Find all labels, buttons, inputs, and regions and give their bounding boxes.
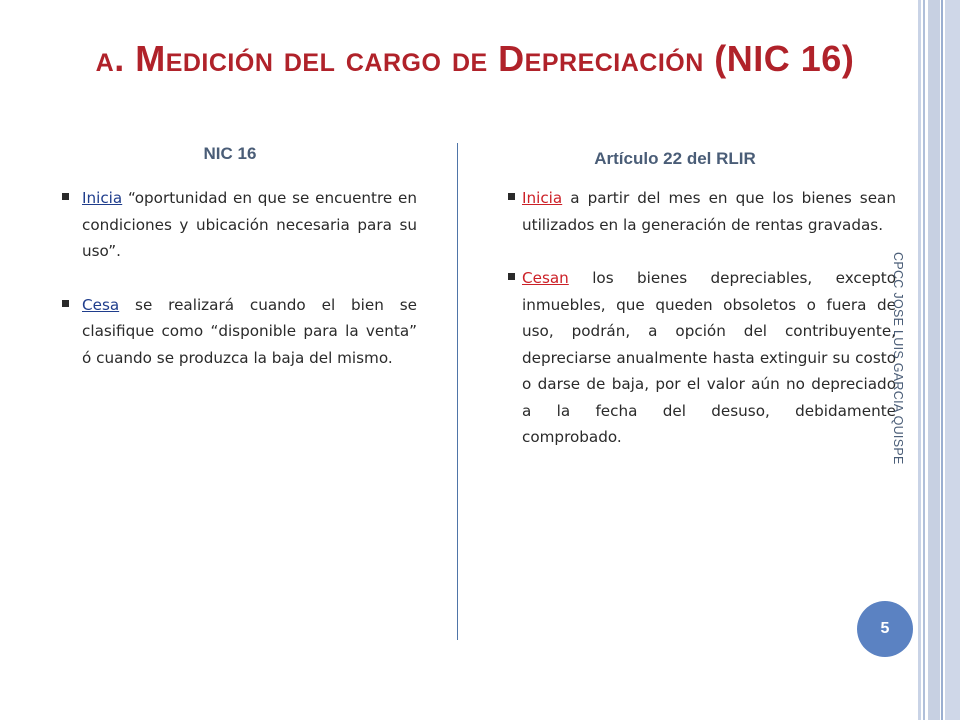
list-item — [82, 185, 417, 265]
list-item — [82, 292, 417, 372]
decorative-stripe — [918, 0, 921, 720]
column-divider — [457, 143, 458, 640]
bullet-icon — [508, 273, 515, 280]
item-text: a partir del mes en que los bienes sean utilizados en la generación de rentas gravadas. — [522, 189, 896, 234]
item-keyword: Cesa — [82, 295, 120, 314]
list-item — [522, 185, 896, 238]
decorative-stripe — [928, 0, 940, 720]
item-text: los bienes depreciables, excepto inmuebles, que queden obsoletos o fuera de uso, podrán, a opción del contribuyente, depreciarse anualmente hasta extinguir su costo o darse de baja, por el valor aún no depreciado a la fecha del desuso, debidamente comprobado. — [522, 269, 896, 446]
list-item — [522, 265, 896, 451]
item-text: se realizará cuando el bien se clasifique como “disponible para la venta” ó cuando se produzca la baja del mismo. — [82, 295, 417, 367]
author-side-text: CPCC JOSE LUIS GARCIA QUISPE — [891, 252, 905, 465]
page-number-badge: 5 — [857, 601, 913, 657]
slide-title: a. Medición del cargo de Depreciación (NIC 16) — [95, 38, 855, 79]
decorative-stripe — [945, 0, 960, 720]
bullet-icon — [508, 193, 515, 200]
bullet-icon — [62, 300, 69, 307]
decorative-stripe — [923, 0, 925, 720]
item-keyword: Cesan — [522, 269, 569, 287]
bullet-icon — [62, 193, 69, 200]
right-column — [522, 185, 896, 478]
left-column — [82, 185, 417, 398]
item-text: “oportunidad en que se encuentre en condiciones y ubicación necesaria para su uso”. — [82, 189, 417, 260]
item-keyword: Inicia — [82, 189, 123, 207]
decorative-stripe — [941, 0, 943, 720]
left-column-heading: NIC 16 — [203, 144, 257, 163]
right-column-heading: Artículo 22 del RLIR — [594, 149, 756, 168]
item-keyword: Inicia — [522, 189, 563, 207]
